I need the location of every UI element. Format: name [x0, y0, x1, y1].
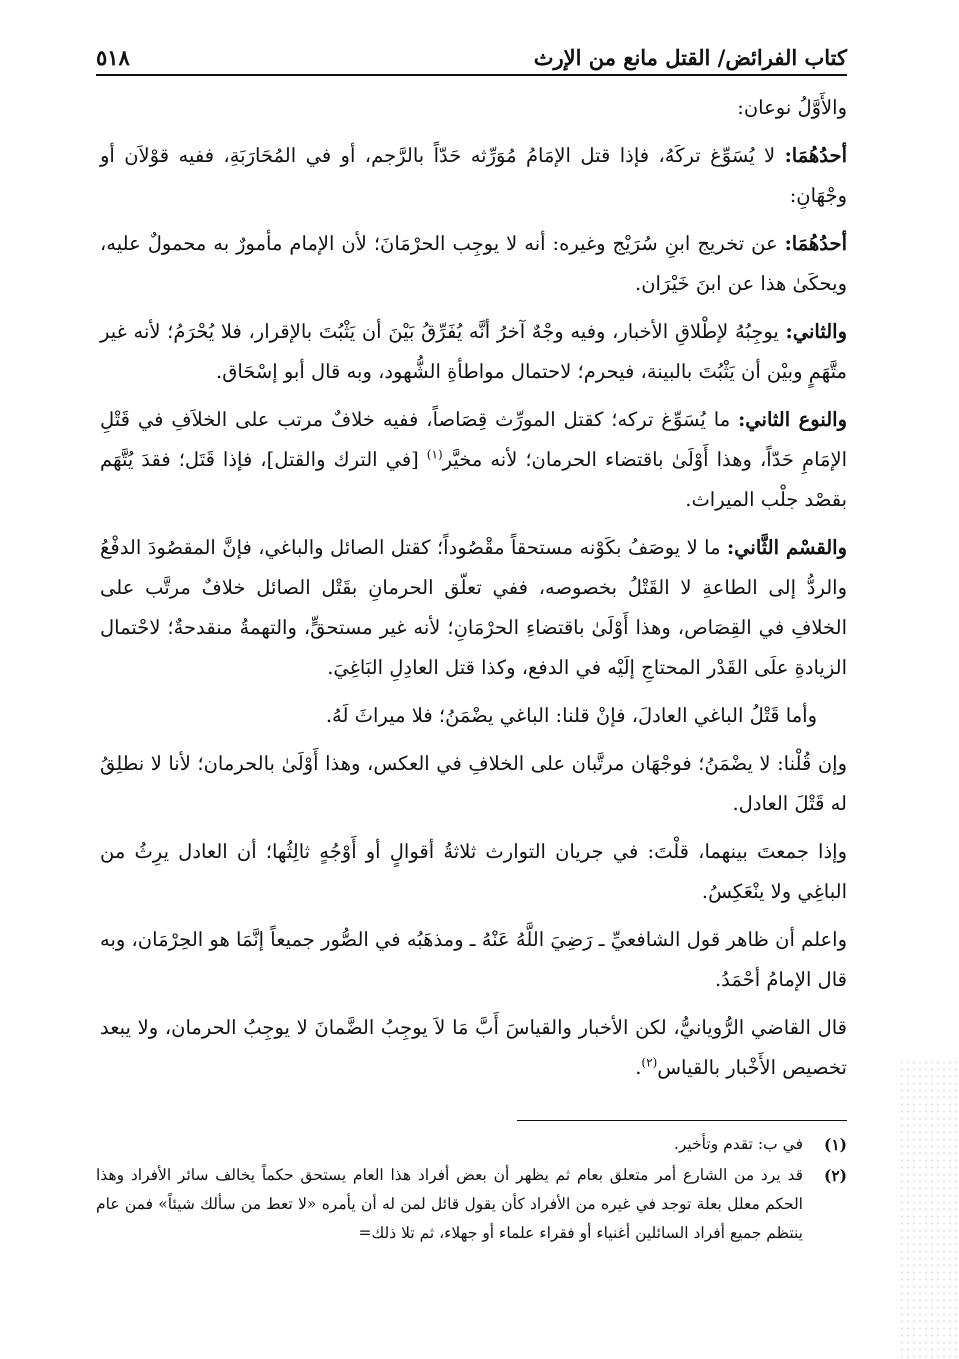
paragraph — [100, 88, 847, 128]
paragraph-lead: والقسْم الثَّاني: — [726, 536, 847, 559]
paragraph — [100, 696, 847, 736]
footnote-item — [96, 1130, 847, 1159]
footnote-number: (١) — [823, 1135, 847, 1154]
paragraph-text-continued: [في الترك والقتل]، فإذا قَتَل؛ فقدَ يُتَّهَم بقصْد جلْب الميراث. — [100, 448, 847, 511]
footnote-separator — [517, 1120, 847, 1121]
paragraph — [100, 224, 847, 304]
running-title: كتاب الفرائض/ القتل مانع من الإرث — [533, 45, 847, 70]
paragraph — [100, 744, 847, 824]
paragraph-lead: والثاني: — [785, 320, 847, 343]
paragraph-text-continued: . — [635, 1056, 642, 1079]
paragraph-lead: أحدُهُمَا: — [784, 144, 847, 167]
paragraph — [100, 312, 847, 392]
page-header — [96, 30, 847, 76]
paragraph — [100, 832, 847, 912]
paragraph-text: قال القاضي الرُّويانيُّ، لكن الأخبار والقياسَ أَبَّ مَا لاَ يوجِبُ الضَّمانَ لا يوجِبُ الحرمان، ولا يبعد تخصيص الأَخْبار بالقياس — [100, 1016, 847, 1079]
paragraph — [100, 920, 847, 1000]
paragraph — [100, 1008, 847, 1088]
paragraph-text: يوجِبُهُ لإطْلاقِ الأخبار، وفيه وجْهٌ آخرُ أنَّه يُفَرِّقُ بَيْنَ أن يَثْبُتَ بالإقرار، فلا يُحْرَمُ؛ لأنه غير متَّهَمٍ وبيْن أن يَثْبُتَ بالبينة، فيحرم؛ لاحتمال مواطأةِ الشُّهود، وبه قال أبو إسْحَاق. — [100, 320, 847, 383]
paragraph — [100, 400, 847, 520]
footnote-marker: (٢) — [641, 1055, 658, 1070]
scan-noise — [899, 1059, 959, 1359]
footnotes — [96, 1130, 847, 1250]
page-number: ٥١٨ — [96, 45, 130, 70]
paragraph-text: وإذا جمعتَ بينهما، قلْتَ: في جريان التوارث ثلاثةُ أقوالٍ أو أَوْجُهٍ ثالِثُها؛ أن العادل يرِثُ من الباغِي ولا ينْعَكِسُ. — [100, 840, 847, 903]
paragraph-text: واعلم أن ظاهر قول الشافعيِّ ـ رَضِيَ اللَّهُ عَنْهُ ـ ومذهَبُه في الصُّور جميعاً إنَّمَا هو الحِرْمَان، وبه قال الإمامُ أحْمَدُ. — [100, 928, 847, 991]
paragraph-text: وأما قَتْلُ الباغي العادلَ، فإنْ قلنا: الباغي يضْمَنُ؛ فلا ميراثَ لَهُ. — [325, 704, 817, 727]
footnote-text: في ب: تقدم وتأخير. — [673, 1135, 803, 1153]
main-text — [100, 88, 847, 1096]
footnote-text: قد يرد من الشارع أمر متعلق بعام ثم يظهر أن بعض أفراد هذا العام يستحق حكماً يخالف سائر الأفراد وهذا الحكم معلل بعلة توجد في غيره من الأفراد كأن يقول قائل لمن له أن يأمره «لا تعط من سألك شيئاً» فمن عام ينتظم جميع أفراد السائلين أغنياء أو فقراء علماء أو جهلاء، ثم تلا ذلك= — [96, 1166, 803, 1242]
paragraph-text: عن تخريج ابنِ سُرَيْج وغيره: أنه لا يوجِب الحرْمَانَ؛ لأن الإمام مأمورٌ به محمولٌ عليه، ويحكَىٰ هذا عن ابنَ خَيْرَان. — [100, 232, 847, 295]
footnote-number: (٢) — [823, 1166, 847, 1185]
paragraph-text: ما لا يوصَفُ بكَوْنه مستحقاً مقْصُوداً؛ كقتل الصائل والباغي، فإنَّ المقصُودَ الدفْعُ والردُّ إلى الطاعةِ لا القَتْلُ بخصوصه، ففي تعلّق الحرمانِ بقَتْل الصائل خلافٌ مرتَّب على الخلافِ في القِصَاص، وهذا أَوْلَىٰ باقتضاءِ الحرْمَانِ؛ لأنه غير مستحقٍّ، والتهمةُ منقدحةٌ؛ لاحْتمال الزيادةِ علَى القَدْر المحتاجِ إلَيْه في الدفع، وكذا قتل العادِلِ البَاغِيَ. — [100, 536, 847, 679]
footnote-marker: (١) — [426, 447, 443, 462]
paragraph-text: والأَوَّلُ نوعان: — [737, 96, 847, 119]
paragraph — [100, 136, 847, 216]
footnote-item — [96, 1161, 847, 1248]
paragraph-text: وإن قُلْنا: لا يضْمَنُ؛ فوجْهَان مرتَّبان على الخلافِ في العكس، وهذا أَوْلَىٰ بالحرمان؛ لأنا لا نطلِقُ له قَتْلَ العادل. — [100, 752, 847, 815]
paragraph-text: لا يُسَوِّغ تركَهُ، فإذا قتل الإمَامُ مُوَرِّثه حَدّاً بالرَّجم، أو في المُحَارَبَةِ، ففيه قوْلاَن أو وجْهَانِ: — [100, 144, 847, 207]
paragraph-lead: والنوع الثاني: — [738, 408, 847, 431]
paragraph-text: ما يُسَوِّغ تركه؛ كقتل المورِّث قِصَاصاً، ففيه خلافٌ مرتب على الخلاَفِ في قَتْلِ الإمَامِ حَدّاً، وهذا أَوْلَىٰ باقتضاء الحرمان؛ لأنه مخيَّر — [100, 408, 847, 471]
paragraph-lead: أحدُهُمَا: — [784, 232, 847, 255]
paragraph — [100, 528, 847, 688]
